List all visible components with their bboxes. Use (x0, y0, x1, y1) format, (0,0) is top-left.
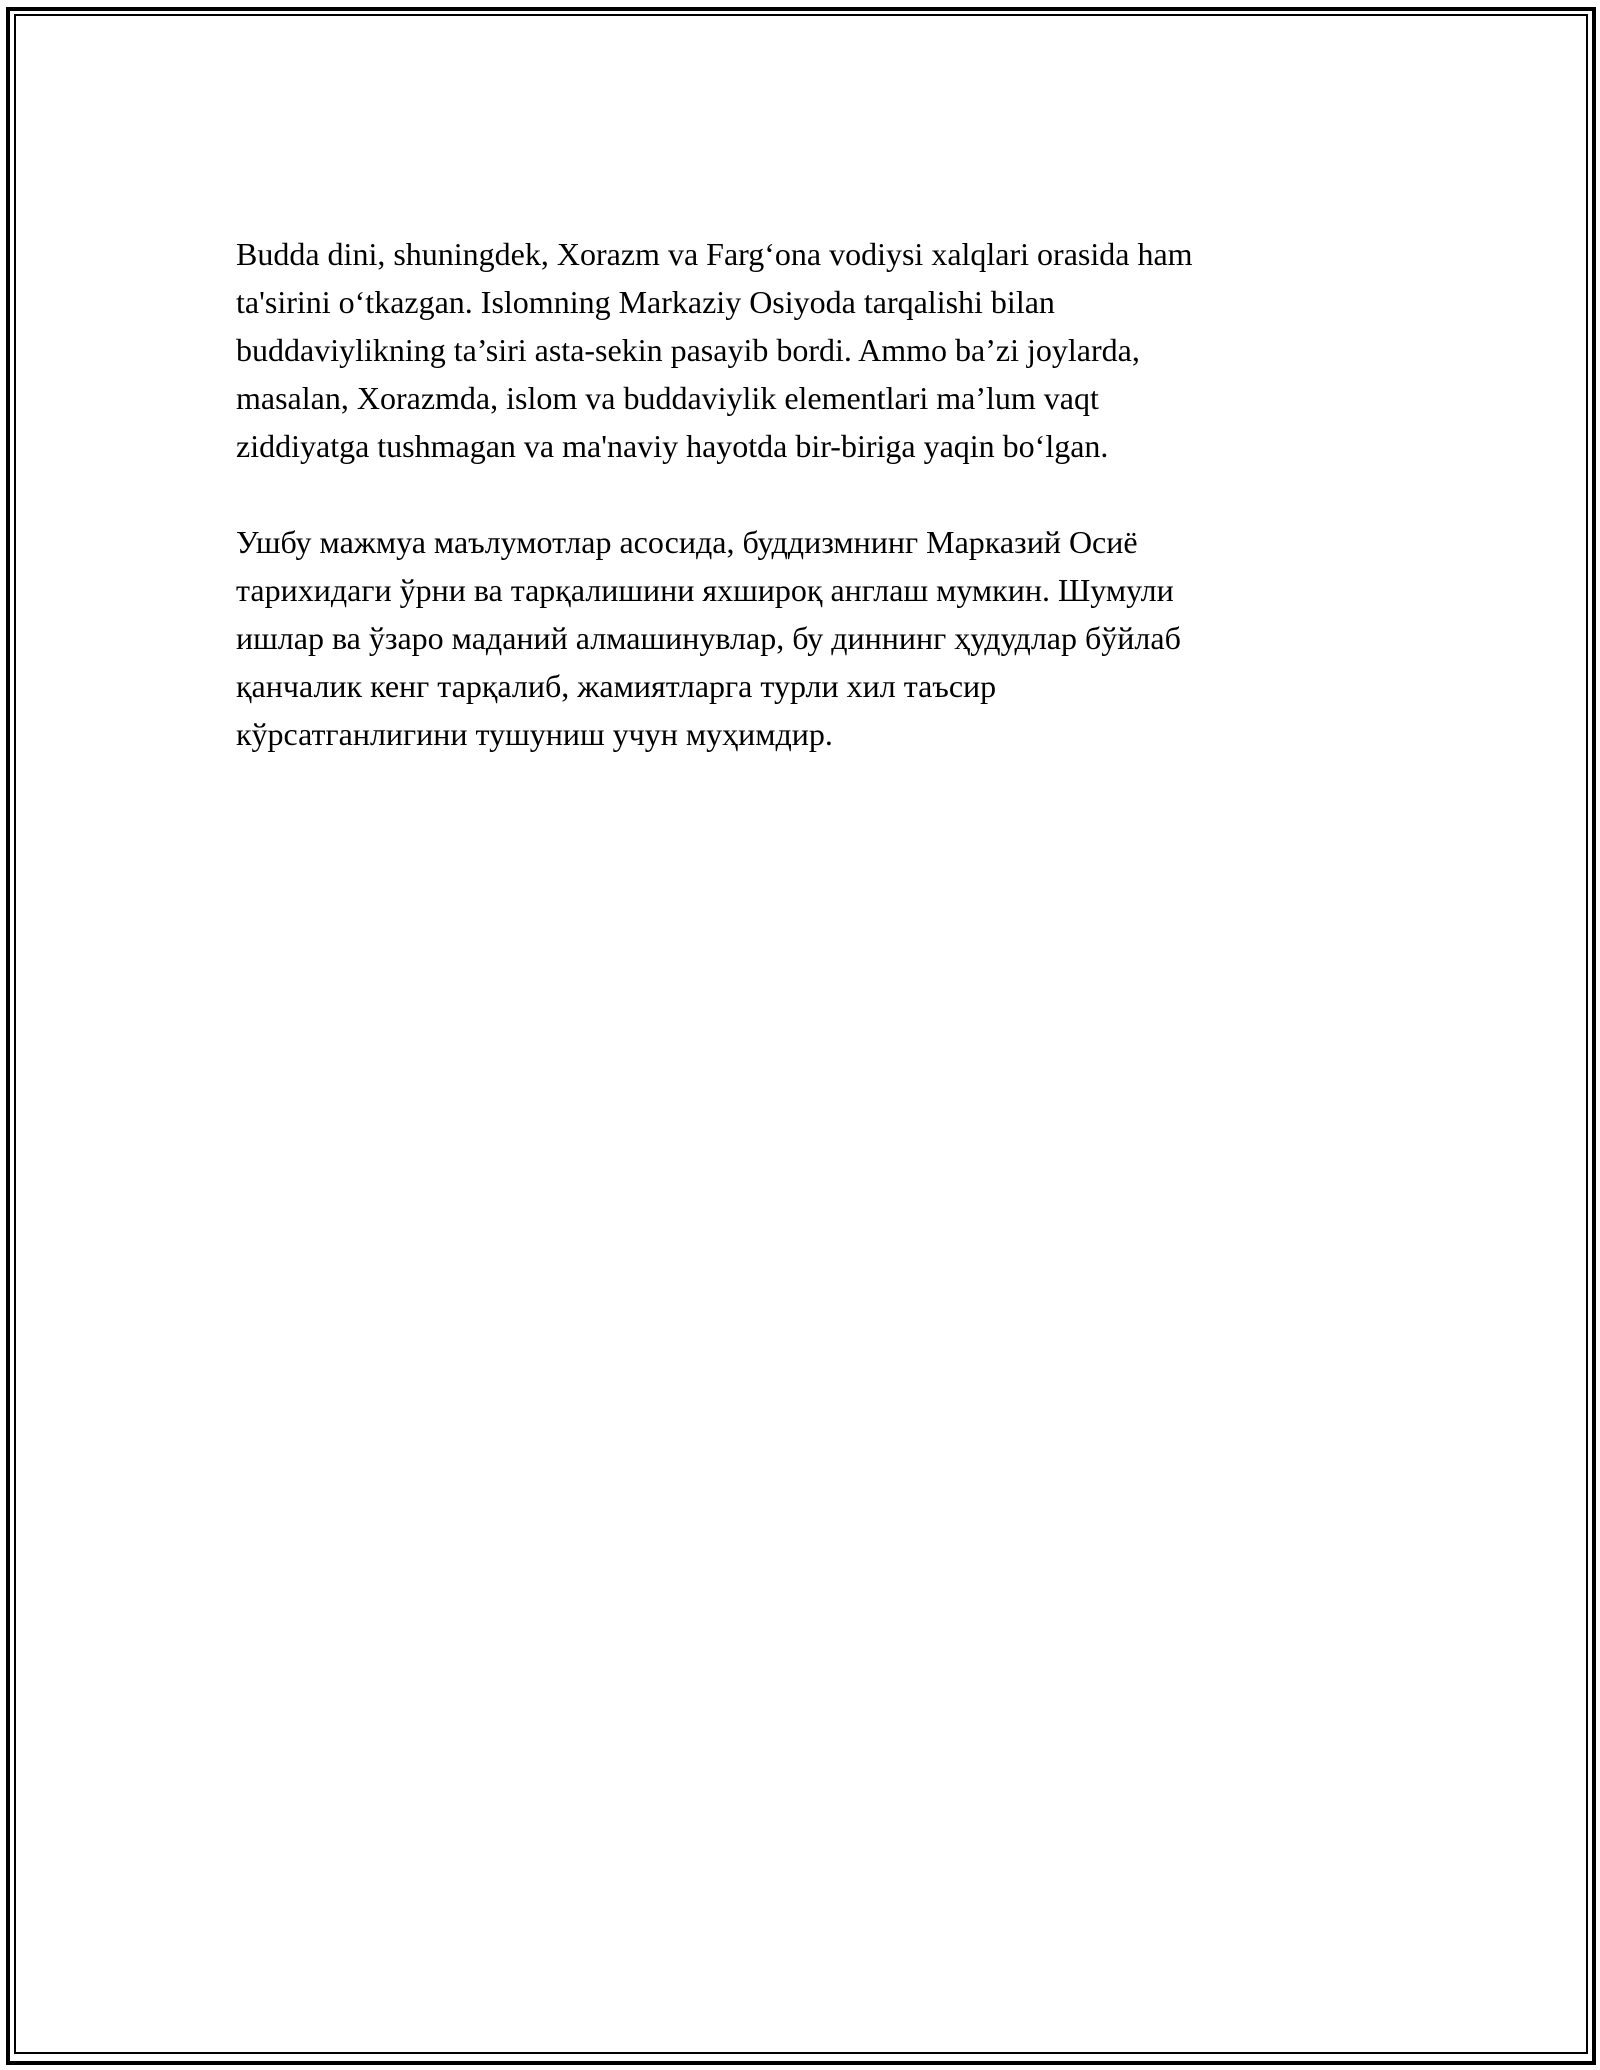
document-body (236, 230, 1396, 806)
text-line: ишлар ва ўзаро маданий алмашинувлар, бу диннинг ҳудудлар бўйлаб (236, 620, 1181, 656)
text-line: ziddiyatga tushmagan va ma'naviy hayotda bir-biriga yaqin bo‘lgan. (236, 428, 1109, 464)
text-line: тарихидаги ўрни ва тарқалишини яхшироқ англаш мумкин. Шумули (236, 572, 1174, 608)
text-line: кўрсатганлигини тушуниш учун муҳимдир. (236, 716, 833, 752)
paragraph-uzbek-cyrillic (236, 518, 1396, 758)
text-line: ta'sirini o‘tkazgan. Islomning Markaziy Osiyoda tarqalishi bilan (236, 284, 1055, 320)
text-line: masalan, Xorazmda, islom va buddaviylik elementlari ma’lum vaqt (236, 380, 1099, 416)
text-line: Ушбу мажмуа маълумотлар асосида, буддизмнинг Марказий Осиё (236, 524, 1138, 560)
text-line: buddaviylikning ta’siri asta-sekin pasayib bordi. Ammo ba’zi joylarda, (236, 332, 1140, 368)
text-line: Budda dini, shuningdek, Xorazm va Farg‘ona vodiysi xalqlari orasida ham (236, 236, 1193, 272)
text-line: қанчалик кенг тарқалиб, жамиятларга турли хил таъсир (236, 668, 997, 704)
paragraph-uzbek-latin (236, 230, 1396, 470)
